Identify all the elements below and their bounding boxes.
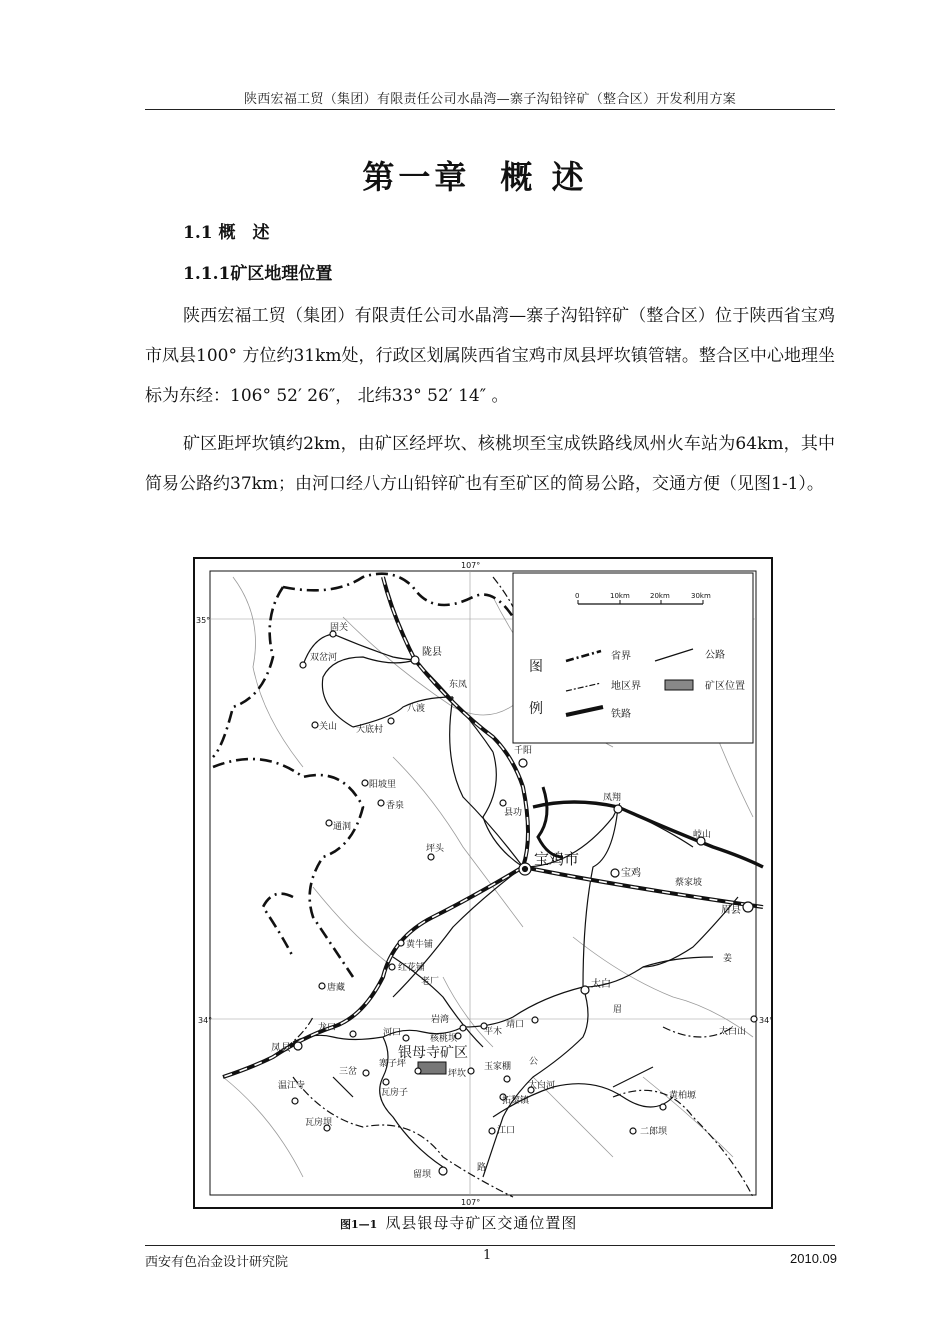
label-fengxiang: 凤翔 bbox=[603, 793, 622, 803]
footer-institute: 西安有色冶金设计研究院 bbox=[145, 1255, 289, 1270]
section-heading: 1.1 概 述 bbox=[183, 223, 270, 243]
label-tongdong: 通洞 bbox=[333, 822, 352, 832]
mine-area-marker bbox=[418, 1062, 446, 1074]
label-fengxian: 凤县 bbox=[271, 1043, 291, 1054]
legend-mine-symbol bbox=[665, 680, 693, 690]
label-yanwan: 岩湾 bbox=[431, 1015, 450, 1025]
label-pingkan: 坪坎 bbox=[448, 1069, 467, 1079]
svg-text:20km: 20km bbox=[650, 592, 670, 600]
legend-title-2: 例 bbox=[529, 701, 543, 717]
label-jingkou: 靖口 bbox=[506, 1020, 525, 1030]
svg-text:矿区位置: 矿区位置 bbox=[705, 681, 745, 692]
svg-text:铁路: 铁路 bbox=[611, 709, 631, 720]
lon-top-label: 107° bbox=[461, 561, 481, 570]
label-laochang: 老厂 bbox=[421, 977, 440, 987]
label-sancha: 三岔 bbox=[339, 1067, 358, 1077]
chapter-title bbox=[0, 152, 950, 198]
label-wenjiangsi: 温江寺 bbox=[278, 1081, 306, 1091]
label-taibaihe: 太白河 bbox=[528, 1081, 556, 1091]
label-taibaishan: 太白山 bbox=[719, 1027, 747, 1037]
figure-caption bbox=[340, 1212, 577, 1233]
svg-text:30km: 30km bbox=[691, 592, 711, 600]
svg-text:10km: 10km bbox=[610, 592, 630, 600]
label-huangniupu: 黄牛铺 bbox=[406, 940, 434, 950]
svg-text:地区界: 地区界 bbox=[611, 681, 641, 692]
label-baoji: 宝鸡 bbox=[621, 868, 641, 879]
map-legend bbox=[513, 573, 753, 743]
svg-text:0: 0 bbox=[575, 592, 580, 600]
lat-34-left-label: 34° bbox=[198, 1016, 213, 1025]
label-shuangcha: 双岔河 bbox=[310, 653, 338, 663]
label-yangpoli: 阳坡里 bbox=[369, 780, 397, 790]
label-pingtou: 坪头 bbox=[426, 844, 445, 854]
label-hetaoba: 核桃坝 bbox=[430, 1034, 458, 1044]
label-lu: 路 bbox=[477, 1163, 487, 1173]
footer-date: 2010.09 bbox=[790, 1251, 837, 1266]
label-baojishi: 宝鸡市 bbox=[534, 850, 580, 868]
legend-title-1: 图 bbox=[529, 659, 543, 675]
label-pingmu: 平木 bbox=[484, 1027, 503, 1037]
header-rule bbox=[145, 109, 835, 110]
chapter-name: 概 述 bbox=[500, 158, 588, 196]
label-xiangquan: 香泉 bbox=[386, 801, 405, 811]
label-longkou: 龙口 bbox=[318, 1023, 337, 1033]
label-zhaiziping: 寨子坪 bbox=[379, 1059, 407, 1069]
label-meixian: 眉县 bbox=[721, 905, 741, 916]
figure-title: 凤县银母寺矿区交通位置图 bbox=[385, 1214, 578, 1232]
lat-35-label: 35° bbox=[196, 616, 211, 625]
label-taibai: 太白 bbox=[591, 979, 611, 990]
label-tangzang: 唐藏 bbox=[327, 983, 346, 993]
label-badu: 八渡 bbox=[407, 704, 426, 714]
label-guguan: 固关 bbox=[330, 623, 349, 633]
label-liuba: 留坝 bbox=[413, 1170, 432, 1180]
label-erlangba: 二郎坝 bbox=[640, 1127, 668, 1137]
label-mine: 银母寺矿区 bbox=[398, 1045, 468, 1061]
label-jiangkou: 江口 bbox=[497, 1126, 516, 1136]
label-hekou: 河口 bbox=[383, 1028, 402, 1038]
svg-text:省界: 省界 bbox=[611, 651, 631, 662]
lat-34-right-label: 34° bbox=[759, 1016, 773, 1025]
label-qishan: 岐山 bbox=[693, 830, 712, 840]
label-zhelizhen: 拓黎镇 bbox=[502, 1096, 530, 1106]
subsection-heading: 1.1.1矿区地理位置 bbox=[183, 264, 333, 284]
traffic-location-map bbox=[193, 557, 773, 1209]
svg-text:公路: 公路 bbox=[705, 650, 725, 661]
label-dongfeng: 东凤 bbox=[449, 680, 468, 690]
page-number: 1 bbox=[483, 1248, 492, 1263]
label-xiangong: 县功 bbox=[504, 808, 523, 818]
label-wafangzi: 瓦房子 bbox=[381, 1088, 409, 1098]
body-paragraph-2: 矿区距坪坎镇约2km，由矿区经坪坎、核桃坝至宝成铁路线凤州火车站为64km，其中简易公路约37km；由河口经八方山铅锌矿也有至矿区的简易公路，交通方便（见图1-1）。 bbox=[145, 434, 835, 494]
page-header: 陕西宏福工贸（集团）有限责任公司水晶湾—寨子沟铅锌矿（整合区）开发利用方案 bbox=[243, 92, 737, 107]
body-paragraph-1: 陕西宏福工贸（集团）有限责任公司水晶湾—寨子沟铅锌矿（整合区）位于陕西省宝鸡市凤县100° 方位约31km处，行政区划属陕西省宝鸡市凤县坪坎镇管辖。整合区中心地理坐标为东经：106° 52′ 26″， 北纬33° 52′ 14″ 。 bbox=[145, 306, 835, 406]
label-wafangba: 瓦房坝 bbox=[305, 1118, 333, 1128]
label-dadicun: 大底村 bbox=[356, 725, 384, 735]
label-jiang: 姜 bbox=[723, 954, 733, 964]
label-honghuapu: 红花铺 bbox=[398, 963, 426, 973]
label-caijiapo: 蔡家坡 bbox=[675, 878, 703, 888]
chapter-number: 第一章 bbox=[362, 158, 471, 196]
label-gong: 公 bbox=[529, 1057, 539, 1067]
label-longxian: 陇县 bbox=[422, 647, 442, 658]
label-yujiapeng: 玉家棚 bbox=[484, 1062, 512, 1072]
lon-bottom-label: 107° bbox=[461, 1198, 481, 1207]
label-qianyang: 千阳 bbox=[514, 746, 533, 756]
label-mei: 眉 bbox=[613, 1005, 623, 1015]
footer-rule bbox=[145, 1245, 835, 1246]
label-guanshan: 关山 bbox=[319, 722, 338, 732]
figure-label: 图1—1 bbox=[340, 1218, 378, 1231]
label-huangbaiyuan: 黄柏塬 bbox=[669, 1091, 697, 1101]
